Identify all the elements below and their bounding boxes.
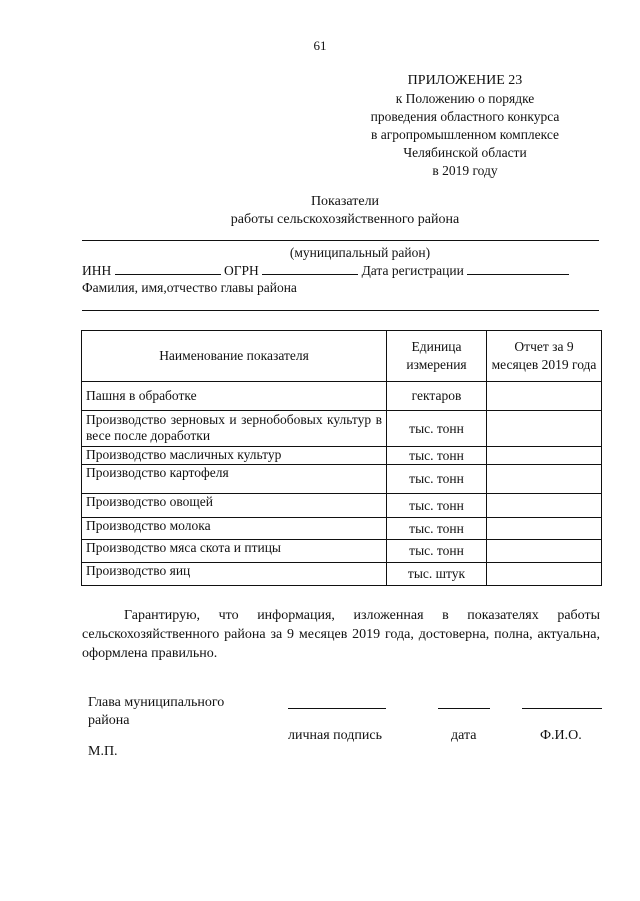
indicator-name: Пашня в обработке [82, 382, 387, 411]
appendix-title: ПРИЛОЖЕНИЕ 23 [407, 73, 523, 88]
appendix-line: к Положению о порядке [395, 91, 535, 106]
appendix-line: проведения областного конкурса [370, 109, 560, 124]
signatory-title: Глава муниципального района [88, 695, 225, 728]
reg-date-label: Дата регистрации [361, 263, 464, 278]
registration-row [82, 262, 599, 279]
indicator-name: Производство картофеля [82, 465, 387, 494]
indicator-value [487, 540, 602, 563]
table-row [82, 563, 602, 586]
table-row [82, 382, 602, 411]
indicator-name: Производство овощей [82, 494, 387, 518]
indicator-unit: тыс. тонн [387, 447, 487, 465]
document-title-line: Показатели [310, 194, 380, 209]
header-name: Наименование показателя [82, 331, 387, 382]
indicator-name: Производство молока [82, 518, 387, 540]
signature-caption: личная подпись [288, 728, 382, 743]
header-report: Отчет за 9 месяцев 2019 года [487, 331, 602, 382]
inn-label: ИНН [82, 263, 112, 278]
signature-line [288, 708, 386, 709]
inn-field [115, 262, 221, 275]
indicator-name: Производство мяса скота и птицы [82, 540, 387, 563]
indicator-value [487, 411, 602, 447]
indicator-unit: гектаров [387, 382, 487, 411]
indicator-value [487, 494, 602, 518]
indicator-unit: тыс. тонн [387, 465, 487, 494]
indicator-unit: тыс. тонн [387, 411, 487, 447]
indicator-unit: тыс. тонн [387, 494, 487, 518]
head-name-label: Фамилия, имя,отчество главы района [82, 280, 297, 295]
header-unit: Единица измерения [387, 331, 487, 382]
table-row [82, 518, 602, 540]
indicator-value [487, 518, 602, 540]
indicator-name: Производство масличных культур [82, 447, 387, 465]
table-header-row [82, 331, 602, 382]
appendix-line: Челябинской области [403, 145, 527, 160]
appendix-line: в агропромышленном комплексе [370, 127, 560, 142]
reg-date-field [467, 262, 569, 275]
ogrn-label: ОГРН [224, 263, 259, 278]
date-caption: дата [451, 728, 477, 743]
page-number: 61 [313, 38, 327, 53]
indicator-value [487, 447, 602, 465]
indicator-value [487, 382, 602, 411]
head-name-line [82, 310, 599, 311]
full-name-line [522, 708, 602, 709]
table-row [82, 465, 602, 494]
document-title-line: работы сельскохозяйственного района [230, 212, 460, 227]
indicator-unit: тыс. тонн [387, 540, 487, 563]
municipal-district-line [82, 240, 599, 241]
guarantee-statement: Гарантирую, что информация, изложенная в показателях работы сельскохозяйственного района за 9 месяцев 2019 года, достоверна, полна, актуальна, оформлена правильно. [82, 608, 600, 661]
table-row [82, 411, 602, 447]
appendix-header [330, 72, 600, 180]
indicator-unit: тыс. штук [387, 563, 487, 586]
municipal-district-label: (муниципальный район) [289, 245, 431, 260]
stamp-place-label: М.П. [88, 744, 118, 759]
indicator-name: Производство яиц [82, 563, 387, 586]
indicator-name: Производство зерновых и зернобобовых культур в весе после доработки [82, 411, 387, 447]
indicator-value [487, 465, 602, 494]
full-name-caption: Ф.И.О. [540, 728, 582, 743]
indicators-table [81, 330, 602, 586]
indicator-unit: тыс. тонн [387, 518, 487, 540]
document-title [0, 193, 640, 229]
appendix-line: в 2019 году [432, 163, 498, 178]
indicator-value [487, 563, 602, 586]
table-row [82, 447, 602, 465]
table-row [82, 494, 602, 518]
table-row [82, 540, 602, 563]
ogrn-field [262, 262, 358, 275]
date-line [438, 708, 490, 709]
